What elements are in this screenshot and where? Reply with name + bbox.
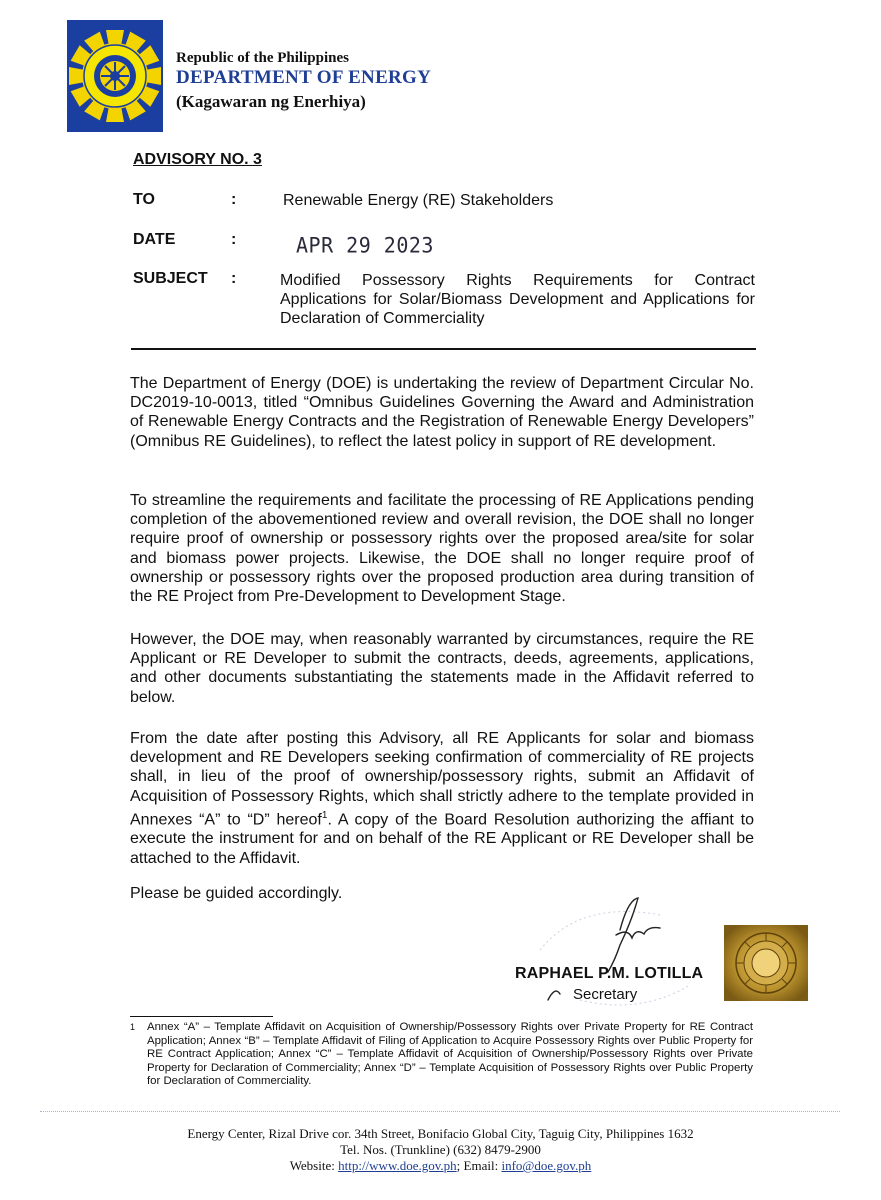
header-department: DEPARTMENT OF ENERGY bbox=[176, 67, 432, 88]
footer-divider bbox=[40, 1111, 840, 1112]
date-stamp: APR 29 2023 bbox=[296, 232, 434, 258]
website-label: Website: bbox=[289, 1158, 339, 1173]
header-divider bbox=[131, 348, 756, 350]
closing-line: Please be guided accordingly. bbox=[130, 885, 343, 902]
paragraph-4-text-b: . A copy of the Board Resolution authorizing the affiant to execute the instrument for and on behalf of the RE Applicant or RE Developer shall be attached to the Affidavit. bbox=[130, 811, 755, 867]
dry-seal-icon bbox=[724, 925, 808, 1001]
doe-seal-icon bbox=[67, 20, 163, 132]
signatory-name: RAPHAEL P.M. LOTILLA bbox=[515, 965, 704, 982]
footnote-number: 1 bbox=[130, 1022, 136, 1032]
doe-logo bbox=[67, 20, 163, 132]
subject-label: SUBJECT bbox=[133, 270, 208, 287]
subject-colon: : bbox=[231, 270, 237, 287]
email-link[interactable]: info@doe.gov.ph bbox=[501, 1158, 592, 1173]
paragraph-4 bbox=[130, 729, 754, 868]
paragraph-2: To streamline the requirements and facilitate the processing of RE Applications pending completion of the abovementioned review and overall revision, the DOE shall no longer require proof of ownership or possessory rights over the proposed area/site for solar and biomass power projects. Likewise, the DOE shall no longer require proof of ownership or possessory rights over the proposed production area during transition of the RE Project from Pre-Development to Development Stage. bbox=[130, 492, 754, 606]
footer-phone: Tel. Nos. (Trunkline) (632) 8479-2900 bbox=[340, 1142, 541, 1157]
advisory-title: ADVISORY NO. 3 bbox=[133, 151, 262, 168]
to-colon: : bbox=[231, 191, 237, 208]
footnote-ref: 1 bbox=[321, 809, 328, 821]
footnote bbox=[130, 1021, 753, 1089]
signatory-title: Secretary bbox=[573, 986, 638, 1003]
footnote-text: Annex “A” – Template Affidavit on Acquisition of Ownership/Possessory Rights over Private Property for RE Contract Application; Annex “B” – Template Affidavit of Filing of Application to Acquire Possessory Rights over Public Property for RE Contract Application; Annex “C” – Template Affidavit of Acquisition of Ownership/Possessory Rights over Private Property for Declaration of Commerciality; Annex “D” – Template Acquisition of Possessory Rights over Public Property for Declaration of Commerciality. bbox=[147, 1021, 753, 1088]
header-republic: Republic of the Philippines bbox=[176, 50, 349, 66]
to-value: Renewable Energy (RE) Stakeholders bbox=[283, 192, 554, 209]
footer-contact bbox=[0, 1158, 881, 1174]
footer-address: Energy Center, Rizal Drive cor. 34th Street, Bonifacio Global City, Taguig City, Philippines 1632 bbox=[187, 1126, 694, 1141]
footnote-divider bbox=[130, 1016, 273, 1017]
to-label: TO bbox=[133, 191, 155, 208]
date-label: DATE bbox=[133, 231, 176, 248]
paragraph-4-text-a: From the date after posting this Advisory, all RE Applicants for solar and biomass development and RE Developers seeking confirmation of commerciality of RE projects shall, in lieu of the proof of ownership/possessory rights, submit an Affidavit of Acquisition of Possessory Rights, which shall strictly adhere to the template provided in Annexes “A” to “D” hereof bbox=[130, 730, 754, 829]
date-colon: : bbox=[231, 231, 237, 248]
website-link[interactable]: http://www.doe.gov.ph bbox=[338, 1158, 457, 1173]
email-label: ; Email: bbox=[456, 1158, 502, 1173]
subject-value: Modified Possessory Rights Requirements for Contract Applications for Solar/Biomass Development and Applications for Declaration of Commerciality bbox=[280, 272, 755, 327]
header-department-filipino: (Kagawaran ng Enerhiya) bbox=[176, 92, 366, 111]
paragraph-3: However, the DOE may, when reasonably warranted by circumstances, require the RE Applicant or RE Developer to submit the contracts, deeds, agreements, applications, and other documents substantiating the statements made in the Affidavit referred to below. bbox=[130, 631, 754, 706]
paragraph-1: The Department of Energy (DOE) is undertaking the review of Department Circular No. DC2019-10-0013, titled “Omnibus Guidelines Governing the Award and Administration of Renewable Energy Contracts and the Registration of Renewable Energy Developers” (Omnibus RE Guidelines), to reflect the latest policy in support of RE development. bbox=[130, 375, 754, 450]
